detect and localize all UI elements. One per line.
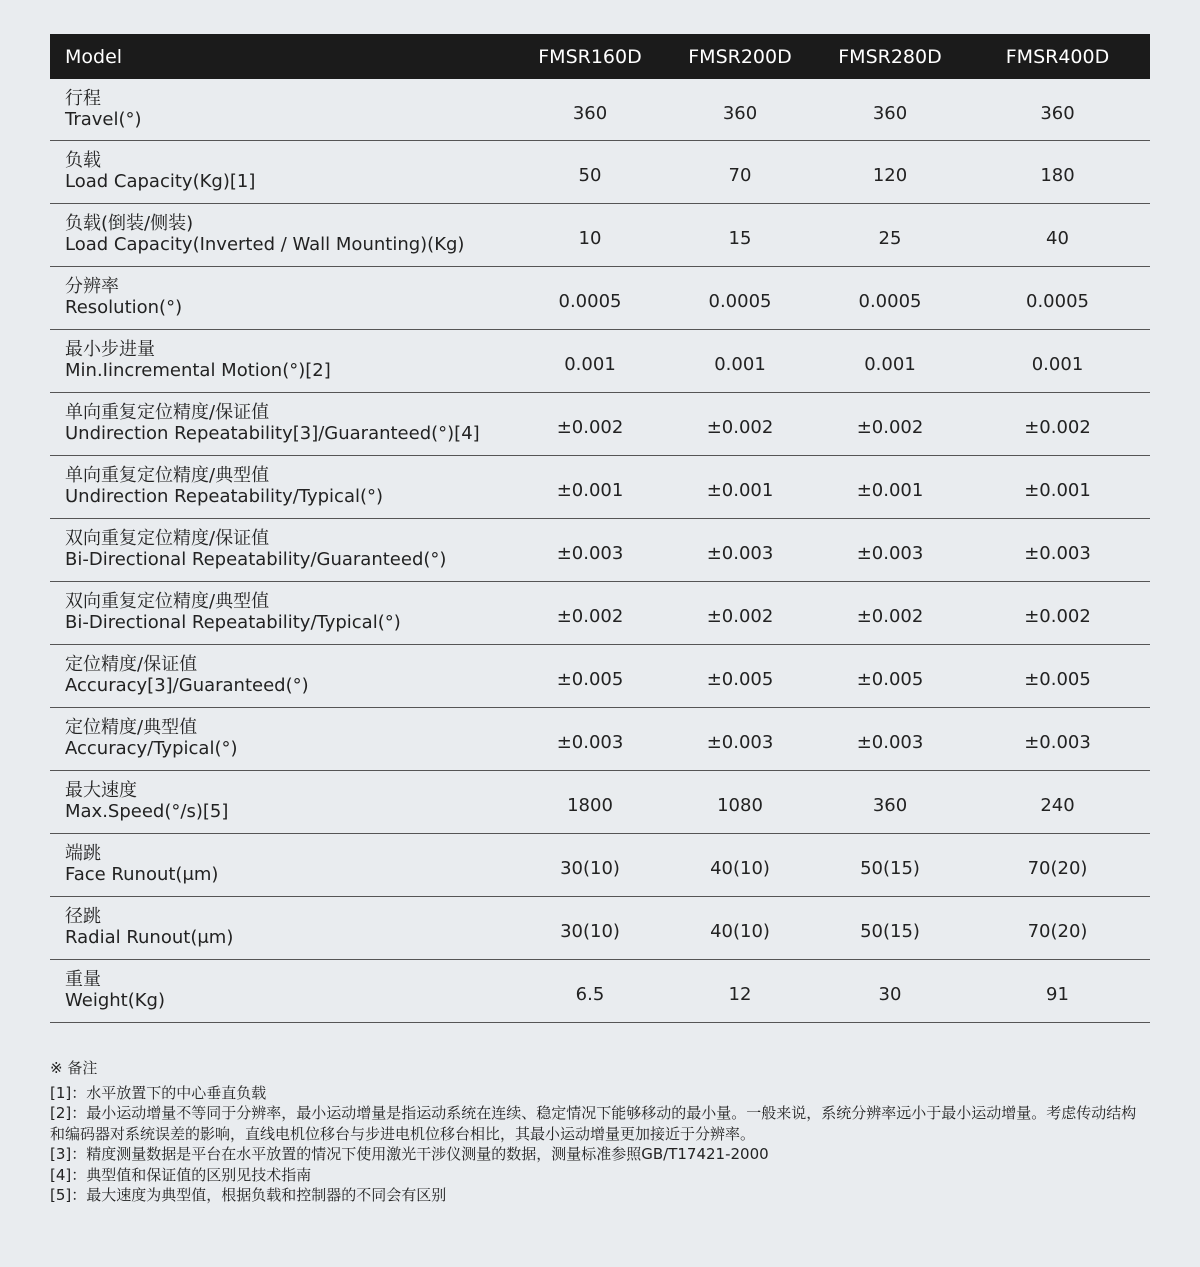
row-label-en: Accuracy[3]/Guaranteed(°) bbox=[65, 675, 309, 696]
value-cell: ±0.005 bbox=[706, 669, 774, 690]
value-cell: 0.0005 bbox=[558, 291, 622, 312]
value-cell: 0.0005 bbox=[1026, 291, 1089, 312]
table-row bbox=[50, 392, 1150, 455]
row-label-en: Undirection Repeatability/Typical(°) bbox=[65, 486, 384, 507]
value-cell: ±0.005 bbox=[556, 669, 624, 690]
row-label-zh: 端跳 bbox=[65, 843, 101, 864]
value-cell: ±0.001 bbox=[706, 480, 774, 501]
header-model-label: Model bbox=[65, 45, 123, 68]
value-cell: 0.0005 bbox=[708, 291, 772, 312]
row-label-en: Bi-Directional Repeatability/Guaranteed(°) bbox=[65, 549, 447, 570]
header-model-fmsr280d: FMSR280D bbox=[838, 45, 942, 68]
value-cell: ±0.002 bbox=[706, 606, 774, 627]
value-cell: 40 bbox=[1046, 228, 1069, 249]
value-cell: ±0.003 bbox=[1024, 732, 1091, 753]
value-cell: 30(10) bbox=[560, 858, 620, 879]
value-cell: 91 bbox=[1046, 984, 1069, 1005]
row-label-en: Face Runout(μm) bbox=[65, 864, 219, 885]
value-cell: 0.001 bbox=[864, 354, 916, 375]
row-label-en: Load Capacity(Inverted / Wall Mounting)(Kg) bbox=[65, 234, 465, 255]
value-cell: 30(10) bbox=[560, 921, 620, 942]
value-cell: 360 bbox=[572, 102, 608, 124]
header-model-fmsr200d: FMSR200D bbox=[688, 45, 792, 68]
row-label-en: Min.Iincremental Motion(°)[2] bbox=[65, 360, 331, 381]
row-label-zh: 双向重复定位精度/典型值 bbox=[65, 591, 270, 612]
value-cell: 0.001 bbox=[714, 354, 766, 375]
table-row bbox=[50, 896, 1150, 959]
value-cell: ±0.002 bbox=[706, 417, 774, 438]
value-cell: 30 bbox=[878, 984, 902, 1005]
value-cell: ±0.001 bbox=[1024, 480, 1091, 501]
table-row bbox=[50, 581, 1150, 644]
row-label-en: Undirection Repeatability[3]/Guaranteed(°)[4] bbox=[65, 423, 480, 444]
value-cell: ±0.002 bbox=[556, 417, 624, 438]
row-label-en: Accuracy/Typical(°) bbox=[65, 738, 238, 759]
row-label-cell bbox=[50, 644, 515, 707]
note-item: [3]：精度测量数据是平台在水平放置的情况下使用激光干涉仪测量的数据，测量标准参照GB/T17421-2000 bbox=[50, 1145, 769, 1163]
note-item: [1]：水平放置下的中心垂直负载 bbox=[50, 1083, 267, 1102]
row-label-zh: 最大速度 bbox=[65, 780, 137, 801]
row-label-cell bbox=[50, 203, 515, 266]
row-label-zh: 负载(倒装/侧装) bbox=[65, 213, 194, 234]
value-cell: ±0.003 bbox=[1024, 543, 1091, 564]
value-cell: 25 bbox=[878, 228, 902, 249]
value-cell: 6.5 bbox=[575, 984, 605, 1005]
row-label-en: Max.Speed(°/s)[5] bbox=[65, 801, 229, 822]
value-cell: ±0.003 bbox=[856, 543, 924, 564]
value-cell: 10 bbox=[578, 228, 602, 249]
value-cell: 70 bbox=[728, 165, 752, 186]
row-label-zh: 重量 bbox=[65, 969, 101, 990]
spec-table bbox=[50, 34, 1150, 1023]
row-label-cell bbox=[50, 329, 515, 392]
row-label-en: Resolution(°) bbox=[65, 297, 183, 318]
row-label-zh: 分辨率 bbox=[65, 276, 119, 297]
value-cell: ±0.003 bbox=[856, 732, 924, 753]
value-cell: ±0.003 bbox=[556, 732, 624, 753]
row-label-cell bbox=[50, 896, 515, 959]
value-cell: 0.001 bbox=[1031, 354, 1084, 375]
table-row bbox=[50, 518, 1150, 581]
notes-section bbox=[50, 1058, 1150, 1206]
spec-table-container bbox=[50, 34, 1150, 1023]
value-cell: 360 bbox=[872, 102, 908, 124]
note-item: [2]：最小运动增量不等同于分辨率，最小运动增量是指运动系统在连续、稳定情况下能够移动的最小量。一般来说，系统分辨率远小于最小运动增量。考虑传动结构和编码器对系统误差的影响，直线电机位移台与步进电机位移台相比，其最小运动增量更加接近于分辨率。 bbox=[50, 1104, 1137, 1143]
table-row bbox=[50, 140, 1150, 203]
value-cell: ±0.001 bbox=[556, 480, 624, 501]
row-label-zh: 径跳 bbox=[65, 906, 101, 927]
value-cell: 1800 bbox=[567, 795, 613, 816]
row-label-cell bbox=[50, 455, 515, 518]
value-cell: 40(10) bbox=[710, 921, 770, 942]
value-cell: 70(20) bbox=[1027, 858, 1088, 879]
value-cell: ±0.003 bbox=[556, 543, 624, 564]
row-label-cell bbox=[50, 518, 515, 581]
table-row bbox=[50, 707, 1150, 770]
value-cell: 360 bbox=[722, 102, 758, 124]
table-row bbox=[50, 266, 1150, 329]
value-cell: ±0.002 bbox=[1024, 417, 1091, 438]
notes-list bbox=[50, 1083, 1150, 1206]
table-body bbox=[50, 79, 1150, 1022]
header-model-fmsr400d: FMSR400D bbox=[1005, 45, 1110, 68]
value-cell: ±0.003 bbox=[706, 543, 774, 564]
table-row bbox=[50, 833, 1150, 896]
row-label-zh: 行程 bbox=[65, 87, 101, 109]
row-label-cell bbox=[50, 833, 515, 896]
row-label-zh: 最小步进量 bbox=[65, 339, 155, 360]
value-cell: 180 bbox=[1040, 165, 1075, 186]
value-cell: ±0.003 bbox=[706, 732, 774, 753]
value-cell: ±0.002 bbox=[556, 606, 624, 627]
row-label-cell bbox=[50, 140, 515, 203]
row-label-zh: 定位精度/典型值 bbox=[65, 717, 198, 738]
value-cell: ±0.001 bbox=[856, 480, 924, 501]
value-cell: 1080 bbox=[717, 795, 763, 816]
row-label-zh: 负载 bbox=[65, 150, 101, 171]
value-cell: 360 bbox=[1040, 102, 1075, 124]
row-label-zh: 单向重复定位精度/典型值 bbox=[65, 465, 270, 486]
table-row bbox=[50, 959, 1150, 1022]
table-row bbox=[50, 455, 1150, 518]
table-header-row bbox=[50, 34, 1150, 79]
value-cell: 240 bbox=[1040, 795, 1075, 816]
table-row bbox=[50, 203, 1150, 266]
value-cell: 0.0005 bbox=[858, 291, 922, 312]
row-label-cell bbox=[50, 266, 515, 329]
value-cell: 70(20) bbox=[1027, 921, 1088, 942]
row-label-en: Travel(°) bbox=[65, 108, 142, 130]
value-cell: ±0.002 bbox=[856, 606, 924, 627]
note-item: [5]：最大速度为典型值，根据负载和控制器的不同会有区别 bbox=[50, 1186, 447, 1204]
table-row bbox=[50, 329, 1150, 392]
table-row bbox=[50, 770, 1150, 833]
value-cell: 360 bbox=[872, 795, 908, 816]
note-item: [4]：典型值和保证值的区别见技术指南 bbox=[50, 1165, 312, 1184]
table-row bbox=[50, 644, 1150, 707]
value-cell: 50(15) bbox=[860, 921, 920, 942]
value-cell: 50(15) bbox=[860, 858, 920, 879]
value-cell: ±0.005 bbox=[1024, 669, 1091, 690]
row-label-cell bbox=[50, 392, 515, 455]
row-label-en: Load Capacity(Kg)[1] bbox=[65, 171, 256, 192]
row-label-cell bbox=[50, 959, 515, 1022]
row-label-zh: 单向重复定位精度/保证值 bbox=[65, 402, 270, 423]
header-model-fmsr160d: FMSR160D bbox=[538, 45, 642, 68]
row-label-en: Radial Runout(μm) bbox=[65, 927, 234, 948]
value-cell: 40(10) bbox=[710, 858, 770, 879]
value-cell: 50 bbox=[578, 165, 602, 186]
row-label-cell bbox=[50, 770, 515, 833]
row-label-en: Bi-Directional Repeatability/Typical(°) bbox=[65, 612, 401, 633]
value-cell: 120 bbox=[872, 165, 908, 186]
row-label-zh: 双向重复定位精度/保证值 bbox=[65, 528, 270, 549]
value-cell: ±0.002 bbox=[856, 417, 924, 438]
row-label-en: Weight(Kg) bbox=[65, 990, 165, 1011]
value-cell: ±0.005 bbox=[856, 669, 924, 690]
value-cell: ±0.002 bbox=[1024, 606, 1091, 627]
value-cell: 15 bbox=[728, 228, 752, 249]
row-label-zh: 定位精度/保证值 bbox=[65, 654, 198, 675]
notes-title: ※ 备注 bbox=[50, 1059, 98, 1077]
row-label-cell bbox=[50, 581, 515, 644]
row-label-cell bbox=[50, 79, 515, 140]
table-row bbox=[50, 79, 1150, 140]
value-cell: 0.001 bbox=[564, 354, 616, 375]
value-cell: 12 bbox=[728, 984, 752, 1005]
row-label-cell bbox=[50, 707, 515, 770]
